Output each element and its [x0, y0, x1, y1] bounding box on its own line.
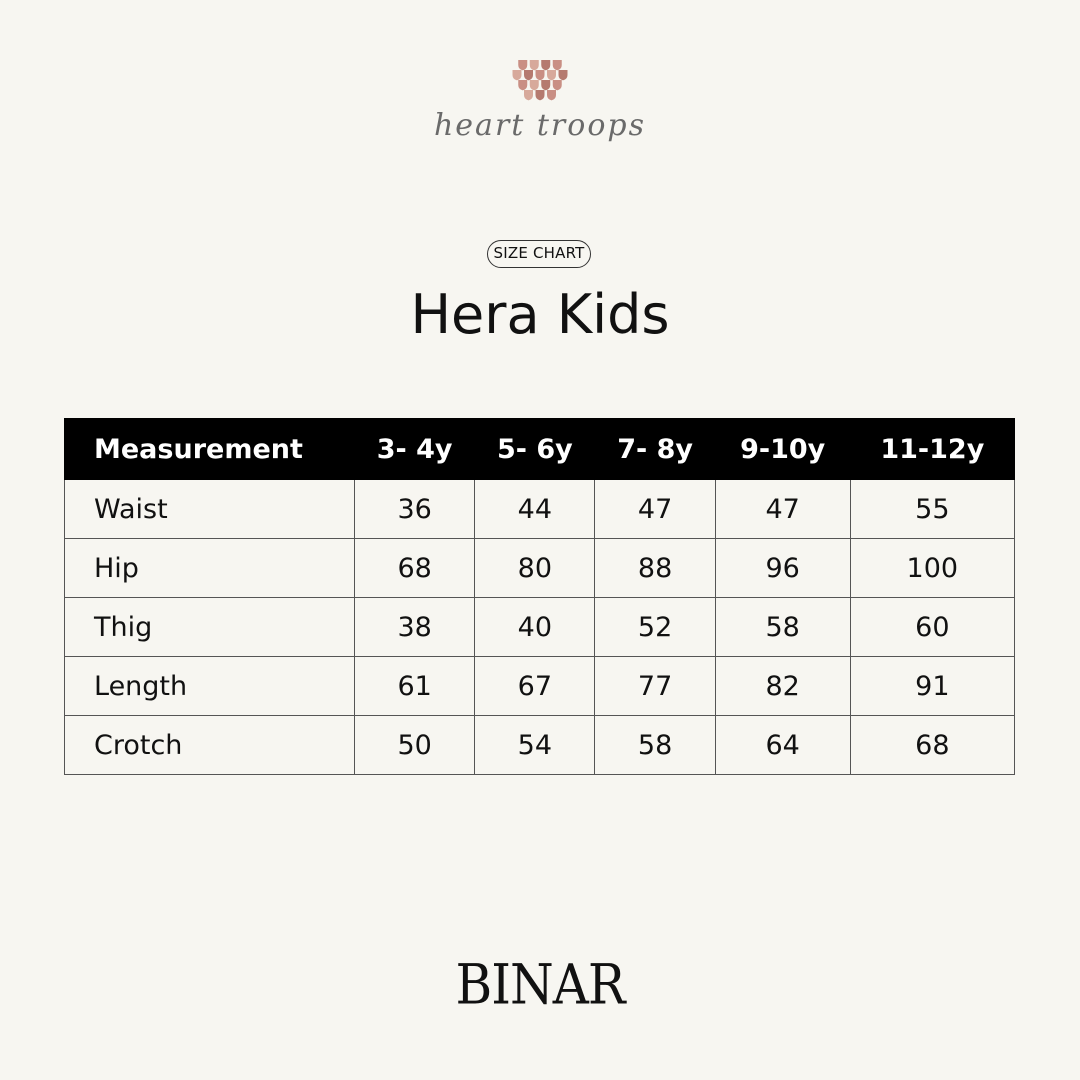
table-row	[65, 657, 1015, 716]
heart-shape	[524, 70, 533, 80]
heart-shape	[524, 90, 533, 100]
table-cell: 58	[715, 598, 850, 657]
table-header-row	[65, 419, 1015, 480]
table-cell: 38	[355, 598, 475, 657]
table-cell: 88	[595, 539, 715, 598]
row-label: Crotch	[65, 716, 355, 775]
table-cell: 68	[850, 716, 1014, 775]
heart-shape	[541, 60, 550, 70]
table-cell: 82	[715, 657, 850, 716]
table-cell: 80	[475, 539, 595, 598]
table-cell: 60	[850, 598, 1014, 657]
size-chart-badge: SIZE CHART	[487, 240, 591, 268]
table-cell: 61	[355, 657, 475, 716]
heart-shape	[536, 90, 545, 100]
logo-text: heart troops	[433, 108, 646, 143]
column-header: 11-12y	[850, 419, 1014, 480]
row-label: Hip	[65, 539, 355, 598]
column-header: 3- 4y	[355, 419, 475, 480]
table-row	[65, 480, 1015, 539]
table-cell: 55	[850, 480, 1014, 539]
heart-troops-logo	[0, 58, 1080, 143]
table-cell: 40	[475, 598, 595, 657]
row-label: Thig	[65, 598, 355, 657]
heart-shape	[547, 70, 556, 80]
table-cell: 52	[595, 598, 715, 657]
heart-shape	[547, 90, 556, 100]
hearts-cluster-icon	[510, 58, 570, 102]
table-cell: 47	[715, 480, 850, 539]
brand-logo: BINAR	[455, 953, 625, 1017]
heart-shape	[513, 70, 522, 80]
size-table	[64, 418, 1015, 775]
table-cell: 91	[850, 657, 1014, 716]
row-label: Waist	[65, 480, 355, 539]
table-cell: 58	[595, 716, 715, 775]
column-header: 9-10y	[715, 419, 850, 480]
table-cell: 54	[475, 716, 595, 775]
table-cell: 44	[475, 480, 595, 539]
heart-shape	[553, 80, 562, 90]
table-cell: 67	[475, 657, 595, 716]
heart-shape	[559, 70, 568, 80]
column-header: 5- 6y	[475, 419, 595, 480]
page-title: Hera Kids	[410, 283, 670, 346]
row-label: Length	[65, 657, 355, 716]
heart-shape	[530, 80, 539, 90]
heart-shape	[530, 60, 539, 70]
heart-shape	[518, 60, 527, 70]
table-cell: 77	[595, 657, 715, 716]
table-cell: 64	[715, 716, 850, 775]
table-cell: 68	[355, 539, 475, 598]
table-cell: 96	[715, 539, 850, 598]
column-header: 7- 8y	[595, 419, 715, 480]
table-cell: 47	[595, 480, 715, 539]
table-row	[65, 598, 1015, 657]
heart-shape	[553, 60, 562, 70]
heart-shape	[536, 70, 545, 80]
column-header: Measurement	[65, 419, 355, 480]
table-row	[65, 539, 1015, 598]
table-cell: 100	[850, 539, 1014, 598]
table-row	[65, 716, 1015, 775]
heart-shape	[518, 80, 527, 90]
heart-shape	[541, 80, 550, 90]
table-cell: 50	[355, 716, 475, 775]
table-cell: 36	[355, 480, 475, 539]
